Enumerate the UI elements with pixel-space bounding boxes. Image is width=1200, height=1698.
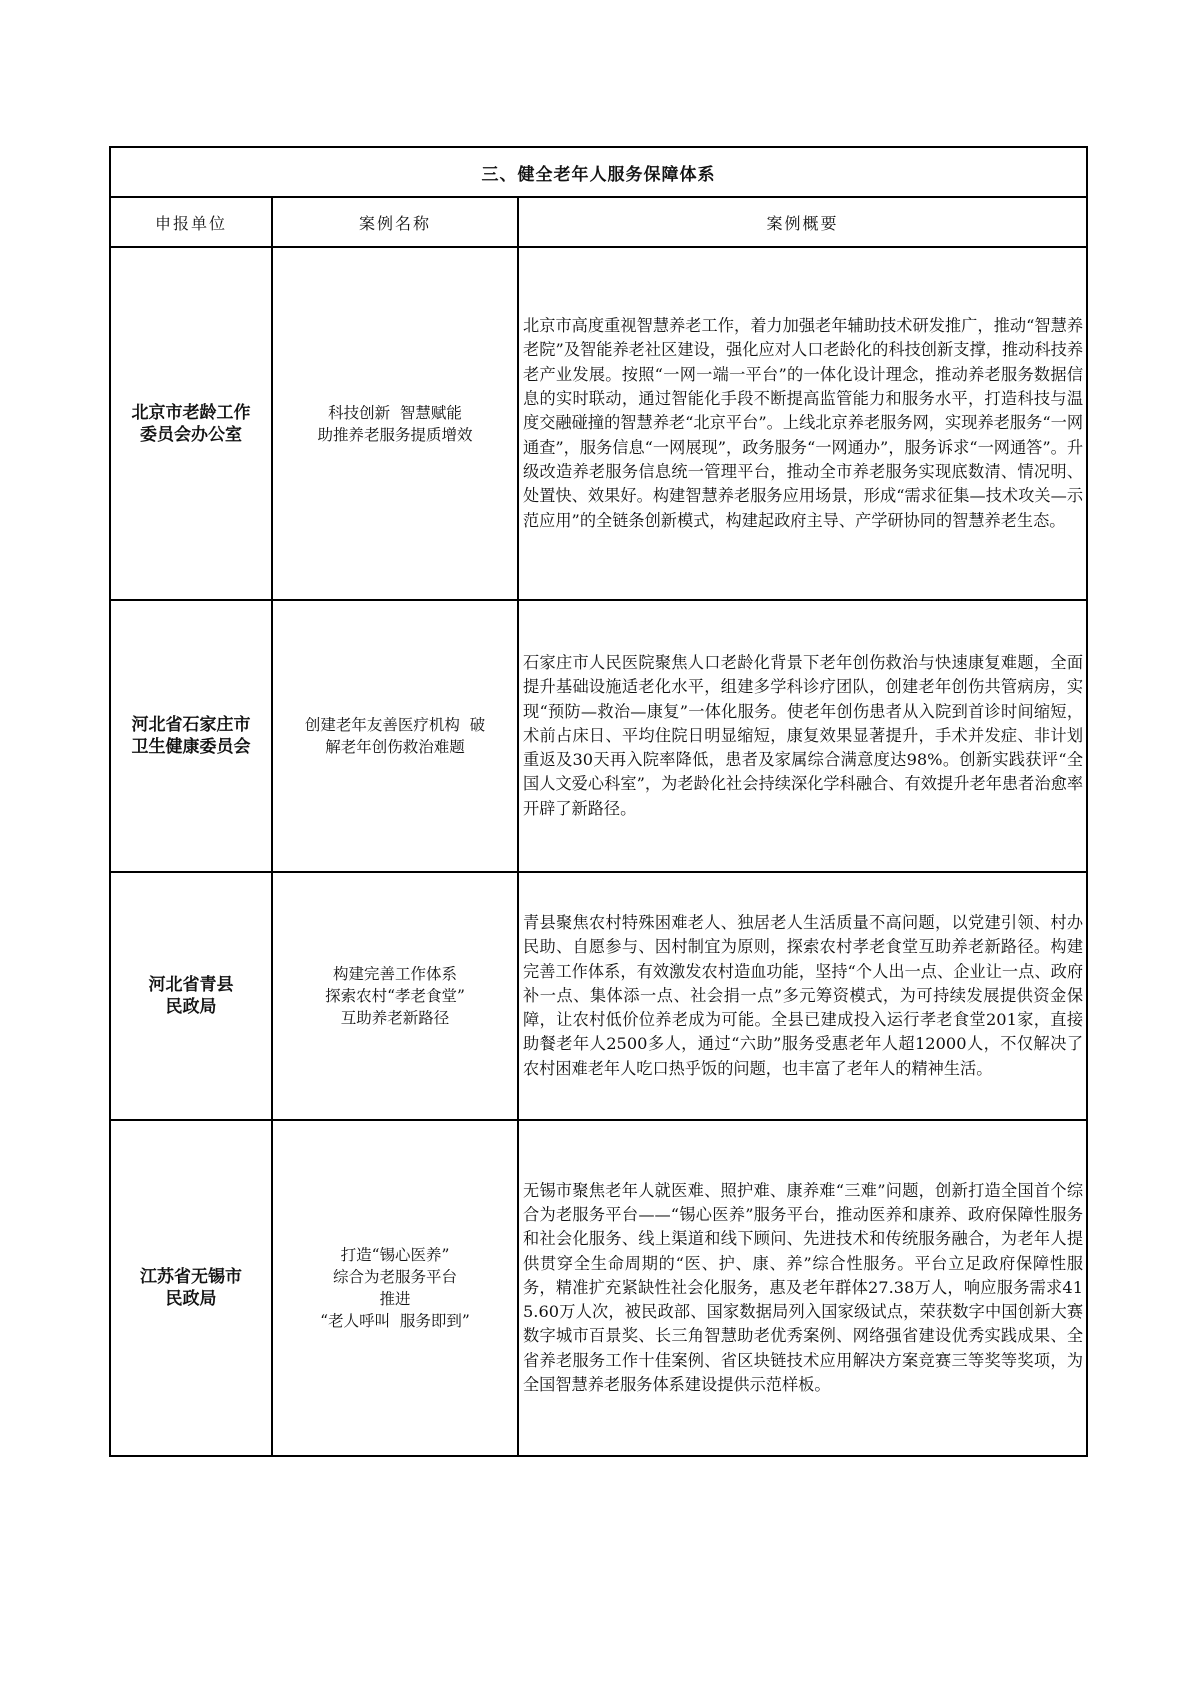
case-name-line: 构建完善工作体系 <box>332 965 457 983</box>
unit-line: 河北省石家庄市 <box>131 715 251 735</box>
table-row <box>110 600 1087 872</box>
table-row <box>110 1120 1087 1456</box>
header-row <box>110 197 1087 247</box>
case-name-line: 推进 <box>379 1290 411 1308</box>
case-name-line: 探索农村“孝老食堂” <box>325 987 465 1005</box>
case-name-line: 解老年创伤救治难题 <box>325 738 465 756</box>
case-name-cell <box>272 872 518 1120</box>
case-summary: 青县聚焦农村特殊困难老人、独居老人生活质量不高问题，以党建引领、村办民助、自愿参与、因村制宜为原则，探索农村孝老食堂互助养老新路径。构建完善工作体系，有效激发农村造血功能，坚持“个人出一点、企业让一点、政府补一点、集体添一点、社会捐一点”多元筹资模式，为可持续发展提供资金保障，让农村低价位养老成为可能。全县已建成投入运行孝老食堂201家，直接助餐老年人2500多人，通过“六助”服务受惠老年人超12000人，不仅解决了农村困难老年人吃口热乎饭的问题，也丰富了老年人的精神生活。 <box>523 912 1084 1078</box>
unit-line: 江苏省无锡市 <box>140 1267 242 1287</box>
summary-cell <box>518 600 1087 872</box>
case-name-line: 创建老年友善医疗机构 破 <box>304 716 486 734</box>
case-table <box>109 146 1088 1457</box>
case-name-line: 助推养老服务提质增效 <box>317 425 473 444</box>
case-name-cell <box>272 247 518 600</box>
case-name-line: 打造“锡心医养” <box>340 1246 450 1264</box>
table-row <box>110 247 1087 600</box>
unit-line: 北京市老龄工作 <box>131 402 251 423</box>
unit-cell <box>110 247 272 600</box>
section-title-row <box>110 147 1087 197</box>
column-header-unit: 申报单位 <box>110 197 272 247</box>
case-name-cell <box>272 600 518 872</box>
column-header-summary: 案例概要 <box>518 197 1087 247</box>
case-name-cell <box>272 1120 518 1456</box>
case-name-line: “老人呼叫 服务即到” <box>320 1312 470 1330</box>
case-name-line: 科技创新 智慧赋能 <box>328 403 462 422</box>
unit-line: 河北省青县 <box>148 975 234 995</box>
unit-line: 民政局 <box>165 1289 217 1309</box>
unit-line: 委员会办公室 <box>140 424 242 445</box>
unit-line: 卫生健康委员会 <box>131 737 251 757</box>
case-name-line: 互助养老新路径 <box>340 1009 450 1027</box>
summary-cell <box>518 1120 1087 1456</box>
unit-line: 民政局 <box>165 997 217 1017</box>
case-name-line: 综合为老服务平台 <box>332 1268 457 1286</box>
section-title: 三、健全老年人服务保障体系 <box>110 147 1087 197</box>
case-summary: 无锡市聚焦老年人就医难、照护难、康养难“三难”问题，创新打造全国首个综合为老服务平台——“锡心医养”服务平台，推动医养和康养、政府保障性服务和社会化服务、线上渠道和线下顾问、先进技术和传统服务融合，为老年人提供贯穿全生命周期的“医、护、康、养”综合性服务。平台立足政府保障性服务，精准扩充紧缺性社会化服务，惠及老年群体27.38万人，响应服务需求415.60万人次，被民政部、国家数据局列入国家级试点，荣获数字中国创新大赛数字城市百景奖、长三角智慧助老优秀案例、网络强省建设优秀实践成果、全省养老服务工作十佳案例、省区块链技术应用解决方案竞赛三等奖等奖项，为全国智慧养老服务体系建设提供示范样板。 <box>523 1180 1084 1395</box>
case-summary: 北京市高度重视智慧养老工作，着力加强老年辅助技术研发推广，推动“智慧养老院”及智能养老社区建设，强化应对人口老龄化的科技创新支撑，推动科技养老产业发展。按照“一网一端一平台”的一体化设计理念，推动养老服务数据信息的实时联动，通过智能化手段不断提高监管能力和服务水平，打造科技与温度交融碰撞的智慧养老“北京平台”。上线北京养老服务网，实现养老服务“一网通查”，服务信息“一网展现”，政务服务“一网通办”，服务诉求“一网通答”。升级改造养老服务信息统一管理平台，推动全市养老服务实现底数清、情况明、处置快、效果好。构建智慧养老服务应用场景，形成“需求征集—技术攻关—示范应用”的全链条创新模式，构建起政府主导、产学研协同的智慧养老生态。 <box>523 316 1084 530</box>
unit-cell <box>110 600 272 872</box>
column-header-name: 案例名称 <box>272 197 518 247</box>
summary-cell <box>518 247 1087 600</box>
table-row <box>110 872 1087 1120</box>
summary-cell <box>518 872 1087 1120</box>
case-summary: 石家庄市人民医院聚焦人口老龄化背景下老年创伤救治与快速康复难题，全面提升基础设施适老化水平，组建多学科诊疗团队，创建老年创伤共管病房，实现“预防—救治—康复”一体化服务。使老年创伤患者从入院到首诊时间缩短，术前占床日、平均住院日明显缩短，康复效果显著提升，手术并发症、非计划重返及30天再入院率降低，患者及家属综合满意度达98%。创新实践获评“全国人文爱心科室”，为老龄化社会持续深化学科融合、有效提升老年患者治愈率开辟了新路径。 <box>523 652 1084 818</box>
unit-cell <box>110 1120 272 1456</box>
unit-cell <box>110 872 272 1120</box>
